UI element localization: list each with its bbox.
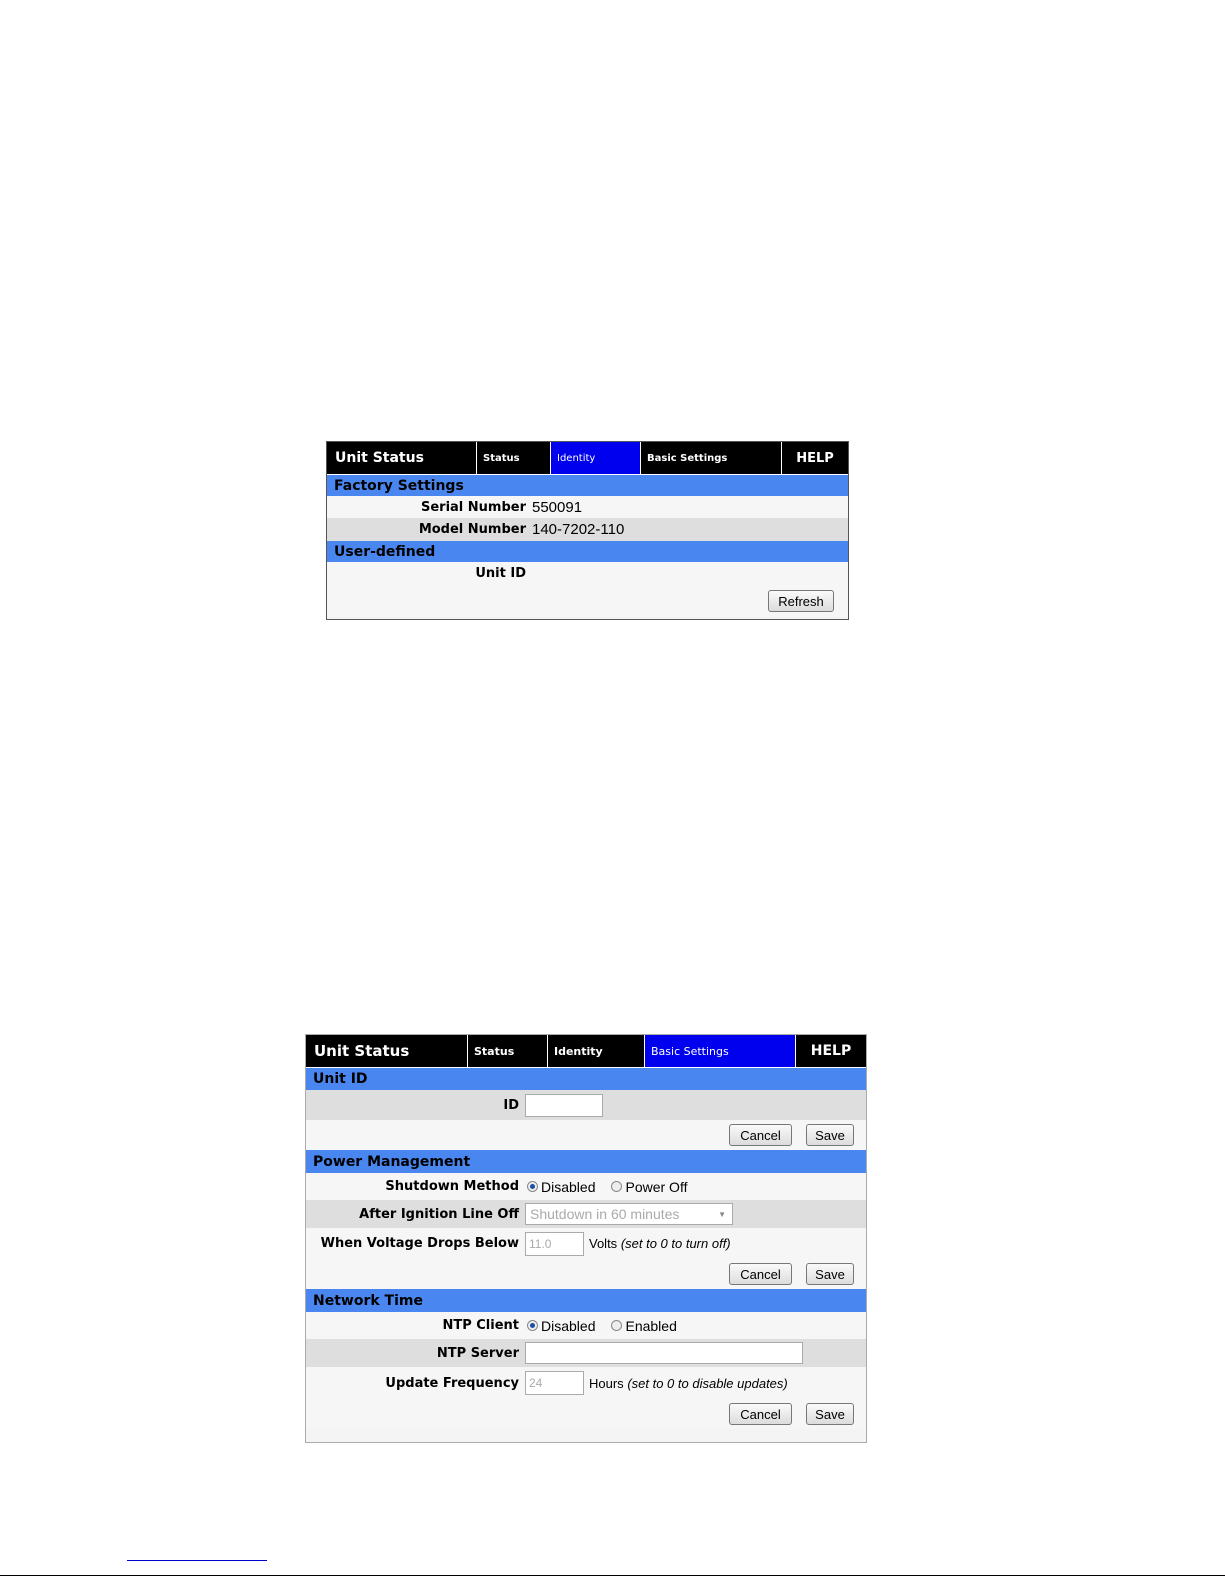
help-link[interactable]: HELP	[796, 450, 834, 466]
save-button[interactable]: Save	[806, 1403, 854, 1425]
ignition-select[interactable]	[525, 1203, 733, 1225]
section-factory-settings: Factory Settings	[327, 475, 848, 496]
tab-basic-settings[interactable]: Basic Settings	[645, 1035, 796, 1067]
shutdown-disabled-label: Disabled	[541, 1178, 596, 1195]
id-label: ID	[503, 1097, 519, 1113]
tab-status[interactable]: Status	[468, 1035, 548, 1067]
id-field[interactable]	[525, 1094, 603, 1117]
voltage-unit	[589, 1236, 731, 1251]
cancel-button[interactable]: Cancel	[729, 1403, 792, 1425]
ntp-server-field[interactable]	[525, 1342, 803, 1364]
model-number-value: 140-7202-110	[532, 521, 625, 538]
update-note: (set to 0 to disable updates)	[627, 1375, 788, 1391]
serial-number-value: 550091	[532, 498, 583, 516]
help-link[interactable]: HELP	[810, 1043, 852, 1059]
update-unit-text: Hours	[589, 1375, 624, 1391]
page-footer-rule	[0, 1575, 1225, 1576]
ignition-row	[306, 1200, 866, 1228]
voltage-unit-text: Volts	[589, 1236, 618, 1251]
identity-panel	[326, 441, 849, 620]
ntp-server-row	[306, 1339, 866, 1367]
ntp-server-label: NTP Server	[436, 1345, 519, 1361]
nav-bar	[327, 442, 848, 475]
update-frequency-row	[306, 1367, 866, 1399]
power-buttons	[306, 1259, 866, 1289]
section-network-time: Network Time	[306, 1289, 866, 1312]
save-button[interactable]: Save	[806, 1124, 854, 1146]
update-frequency-field[interactable]: 24	[525, 1371, 584, 1395]
tab-identity[interactable]: Identity	[551, 442, 641, 474]
shutdown-method-label: Shutdown Method	[385, 1179, 519, 1194]
ntp-disabled-radio[interactable]	[527, 1318, 595, 1334]
nav-title: Unit Status	[327, 442, 477, 474]
ignition-select-value: Shutdown in 60 minutes	[530, 1206, 680, 1222]
unit-id-label: Unit ID	[475, 566, 526, 581]
shutdown-power-off-radio[interactable]	[611, 1179, 687, 1195]
tab-identity[interactable]: Identity	[548, 1035, 645, 1067]
section-unit-id: Unit ID	[306, 1068, 866, 1090]
refresh-row	[327, 585, 848, 617]
voltage-label: When Voltage Drops Below	[320, 1236, 519, 1251]
update-unit	[589, 1376, 788, 1391]
update-frequency-label: Update Frequency	[385, 1375, 519, 1391]
basic-settings-panel	[305, 1034, 867, 1443]
section-power-management: Power Management	[306, 1150, 866, 1173]
radio-selected-icon	[527, 1320, 538, 1331]
network-time-buttons	[306, 1399, 866, 1429]
cancel-button[interactable]: Cancel	[729, 1263, 792, 1285]
chevron-down-icon: ▼	[718, 1209, 726, 1219]
unit-id-row	[327, 562, 848, 585]
id-row	[306, 1090, 866, 1120]
model-number-label: Model Number	[418, 522, 526, 537]
refresh-button[interactable]: Refresh	[768, 590, 834, 612]
footer-link-underline	[127, 1560, 267, 1561]
voltage-row	[306, 1228, 866, 1259]
shutdown-method-row	[306, 1173, 866, 1200]
save-button[interactable]: Save	[806, 1263, 854, 1285]
radio-unselected-icon	[611, 1181, 622, 1192]
voltage-note: (set to 0 to turn off)	[620, 1236, 731, 1251]
ignition-label: After Ignition Line Off	[359, 1206, 519, 1222]
shutdown-disabled-radio[interactable]	[527, 1179, 595, 1195]
nav-title: Unit Status	[306, 1035, 468, 1067]
ntp-enabled-label: Enabled	[625, 1317, 677, 1334]
radio-unselected-icon	[611, 1320, 622, 1331]
ntp-client-label: NTP Client	[442, 1318, 519, 1333]
ntp-disabled-label: Disabled	[541, 1317, 596, 1334]
tab-basic-settings[interactable]: Basic Settings	[641, 442, 782, 474]
shutdown-power-off-label: Power Off	[625, 1178, 688, 1195]
voltage-field[interactable]: 11.0	[525, 1232, 584, 1256]
tab-status[interactable]: Status	[477, 442, 551, 474]
ntp-client-row	[306, 1312, 866, 1339]
radio-selected-icon	[527, 1181, 538, 1192]
model-number-row	[327, 518, 848, 541]
serial-number-label: Serial Number	[420, 499, 526, 515]
serial-number-row	[327, 496, 848, 518]
unit-id-buttons	[306, 1120, 866, 1150]
section-user-defined: User-defined	[327, 541, 848, 562]
ntp-enabled-radio[interactable]	[611, 1318, 676, 1334]
nav-bar	[306, 1035, 866, 1068]
cancel-button[interactable]: Cancel	[729, 1124, 792, 1146]
